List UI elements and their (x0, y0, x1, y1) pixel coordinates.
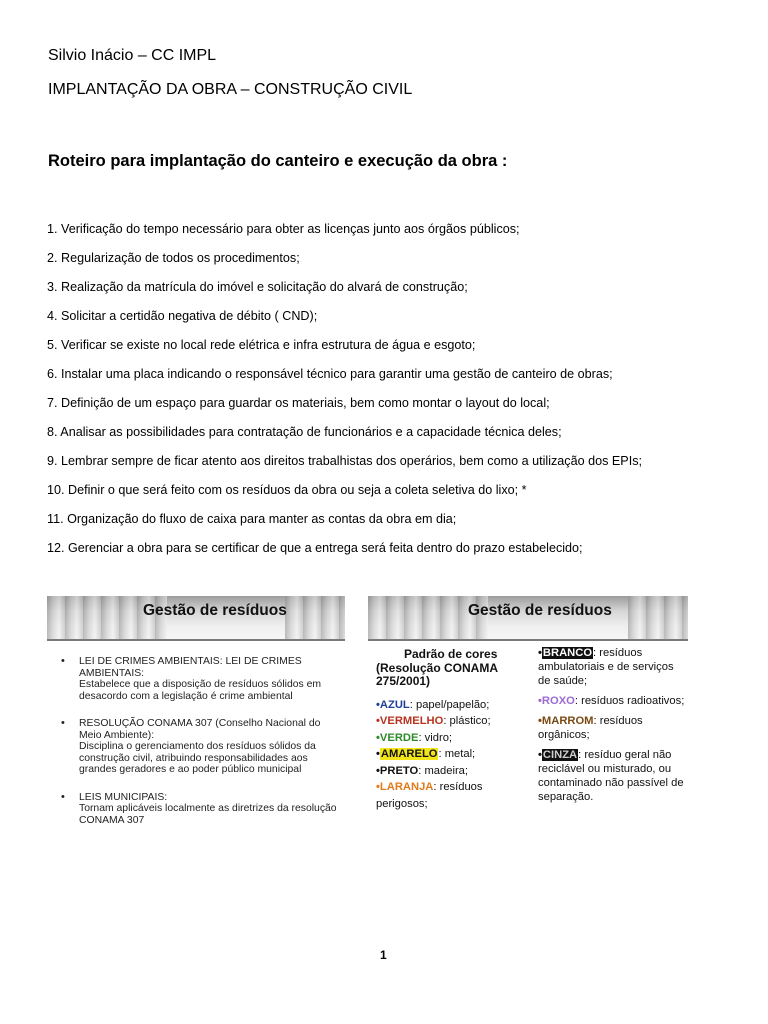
bullet-icon: • (376, 764, 380, 777)
page-number: 1 (380, 948, 387, 962)
step-item: 3. Realização da matrícula do imóvel e solicitação do alvará de construção; (47, 280, 468, 294)
color-name: PRETO (379, 764, 419, 777)
color-name: VERMELHO (379, 715, 444, 727)
color-entry (376, 779, 526, 812)
bullet-icon: • (376, 731, 380, 744)
divider (368, 639, 688, 641)
color-description: : resíduos orgânicos; (538, 715, 643, 741)
step-item: 7. Definição de um espaço para guardar os materiais, bem como montar o layout do local; (47, 396, 550, 410)
divider (47, 639, 345, 641)
slide-color-standard (368, 596, 688, 856)
color-description: : madeira; (418, 764, 469, 777)
bullet-icon: • (376, 715, 380, 727)
color-name: AZUL (379, 698, 410, 711)
document-subtitle: IMPLANTAÇÃO DA OBRA – CONSTRUÇÃO CIVIL (48, 81, 413, 98)
color-name: MARROM (541, 715, 594, 727)
bullet-icon: • (376, 748, 380, 760)
legislation-item (57, 656, 342, 702)
color-description: : vidro; (418, 731, 453, 744)
color-entry (376, 746, 526, 763)
color-name: VERDE (379, 731, 419, 744)
document-author: Silvio Inácio – CC IMPL (48, 47, 217, 64)
slide-title: Gestão de resíduos (468, 602, 612, 619)
legislation-title: • RESOLUÇÃO CONAMA 307 (Conselho Nacional do Meio Ambiente): (79, 718, 321, 741)
color-name: BRANCO (542, 647, 593, 659)
bullet-icon: • (376, 698, 380, 711)
slide-banner (368, 596, 688, 639)
color-description: : metal; (438, 748, 476, 760)
step-item: 11. Organização do fluxo de caixa para manter as contas da obra em dia; (47, 512, 457, 526)
color-entry (376, 763, 526, 780)
section-heading: Roteiro para implantação do canteiro e execução da obra : (48, 152, 508, 170)
color-entry (376, 697, 526, 714)
bullet-icon: • (538, 647, 542, 659)
columns-decoration (285, 596, 345, 639)
color-column-left (376, 648, 526, 812)
slide-legislation (47, 596, 345, 856)
legislation-title: • LEIS MUNICIPAIS: (79, 791, 168, 803)
color-entry (538, 694, 688, 708)
color-name: ROXO (541, 695, 575, 707)
step-item: 12. Gerenciar a obra para se certificar de que a entrega será feita dentro do prazo estabelecido; (47, 541, 583, 555)
color-entry (376, 713, 526, 730)
step-item: 2. Regularização de todos os procedimentos; (47, 251, 300, 265)
legislation-description: Tornam aplicáveis localmente as diretrizes da resolução CONAMA 307 (79, 803, 337, 826)
color-description: : resíduos radioativos; (574, 695, 685, 707)
step-item: 10. Definir o que será feito com os resíduos da obra ou seja a coleta seletiva do lixo; * (47, 483, 527, 497)
bullet-icon: • (376, 781, 380, 793)
bullet-icon: • (538, 749, 542, 761)
step-item: 4. Solicitar a certidão negativa de débito ( CND); (47, 309, 318, 323)
legislation-item (57, 792, 342, 827)
color-description: : papel/papelão; (409, 698, 490, 711)
color-standard-heading (376, 648, 526, 689)
columns-decoration (628, 596, 688, 639)
step-item: 8. Analisar as possibilidades para contratação de funcionários e a capacidade técnica deles; (47, 425, 562, 439)
color-list-left (376, 697, 526, 813)
color-standard-reference: (Resolução CONAMA 275/2001) (376, 660, 498, 688)
step-item: 9. Lembrar sempre de ficar atento aos direitos trabalhistas dos operários, bem como a utilização dos EPIs; (47, 454, 642, 468)
slide-title: Gestão de resíduos (143, 602, 287, 619)
color-description: : plástico; (443, 715, 491, 727)
bullet-icon: • (538, 695, 542, 707)
color-name: AMARELO (380, 748, 438, 760)
legislation-description: Disciplina o gerenciamento dos resíduos sólidos da construção civil, atribuindo responsabilidades aos grandes geradores e ao poder público municipal (79, 741, 316, 775)
color-name: CINZA (542, 749, 578, 761)
legislation-title: • LEI DE CRIMES AMBIENTAIS: LEI DE CRIMES AMBIENTAIS: (79, 656, 302, 679)
color-description: : resíduo geral não reciclável ou misturado, ou contaminado não passível de separação. (538, 749, 684, 803)
color-entry (538, 714, 688, 742)
legislation-list (57, 656, 342, 842)
color-name: LARANJA (379, 781, 434, 793)
color-column-right (538, 646, 688, 810)
color-standard-title: Padrão de cores (404, 647, 498, 661)
bullet-icon: • (538, 715, 542, 727)
slide-banner (47, 596, 345, 639)
step-item: 5. Verificar se existe no local rede elétrica e infra estrutura de água e esgoto; (47, 338, 476, 352)
step-item: 6. Instalar uma placa indicando o responsável técnico para garantir uma gestão de canteiro de obras; (47, 367, 613, 381)
color-entry (538, 646, 688, 688)
color-entry (376, 730, 526, 747)
step-item: 1. Verificação do tempo necessário para obter as licenças junto aos órgãos públicos; (47, 222, 520, 236)
color-description: : resíduos ambulatoriais e de serviços de saúde; (538, 647, 674, 687)
color-entry (538, 748, 688, 804)
steps-list (47, 220, 642, 568)
color-description: : resíduos perigosos; (376, 781, 483, 810)
legislation-description: Estabelece que a disposição de resíduos sólidos em desacordo com a legislação é crime ambiental (79, 679, 322, 702)
legislation-item (57, 718, 342, 776)
